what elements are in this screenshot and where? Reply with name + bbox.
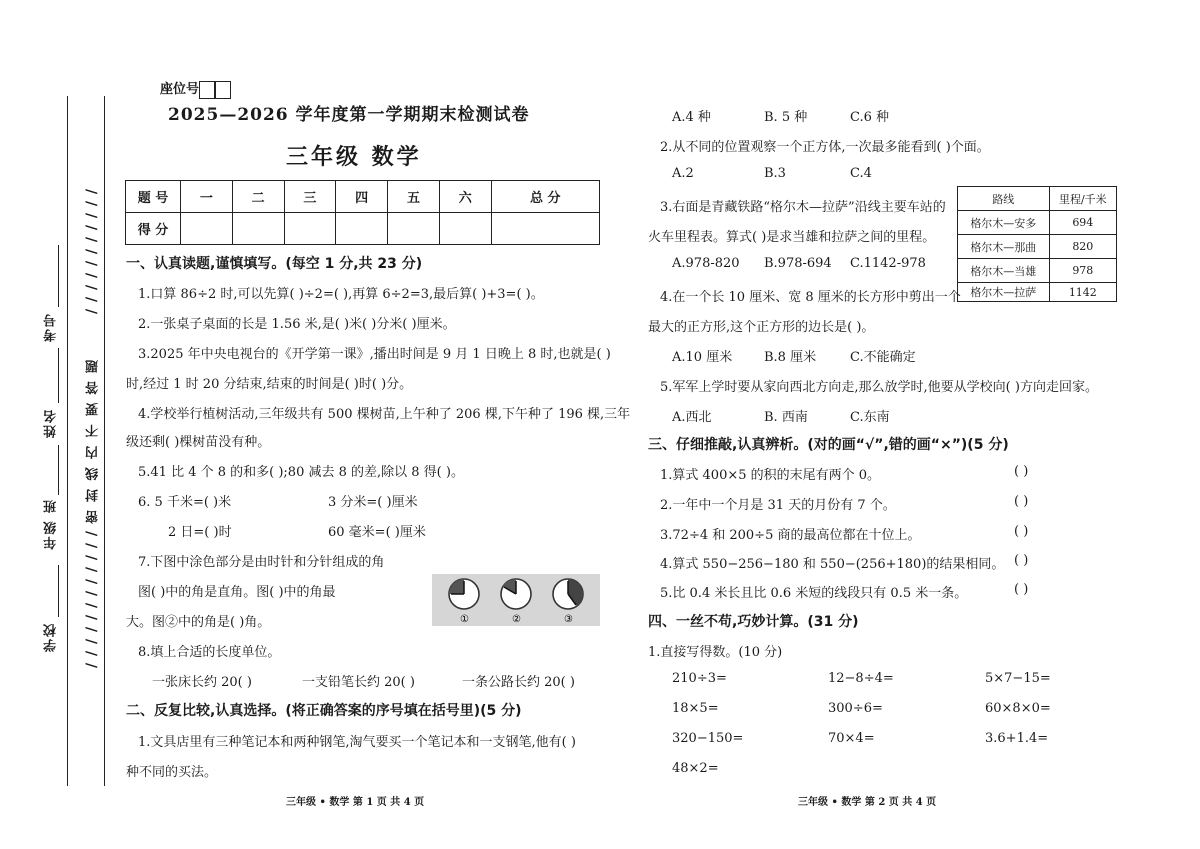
s2-q4-line1: 4.在一个长 10 厘米、宽 8 厘米的长方形中剪出一个 xyxy=(660,290,961,305)
score-header-cell: 五 xyxy=(388,181,440,213)
s2-q1-opt-b: B. 5 种 xyxy=(764,110,808,125)
clock-figure xyxy=(432,574,600,626)
s3-answer-paren-2[interactable]: ( ) xyxy=(1014,494,1029,509)
s2-q4-line2: 最大的正方形,这个正方形的边长是( )。 xyxy=(648,320,875,335)
s2-q3-line1: 3.右面是青藏铁路“格尔木—拉萨”沿线主要车站的 xyxy=(660,200,946,215)
score-cell[interactable] xyxy=(181,213,233,245)
calc-item: 18×5= xyxy=(672,701,719,716)
s1-q6-a: 6. 5 千米=( )米 xyxy=(138,495,232,510)
score-table-header-row xyxy=(126,181,600,213)
section3-title: 三、仔细推敲,认真辨析。(对的画“√”,错的画“×”)(5 分) xyxy=(648,437,1009,453)
number-label: 考号 xyxy=(44,312,59,342)
table-row xyxy=(958,283,1117,302)
calc-item: 70×4= xyxy=(828,731,875,746)
s3-answer-paren-5[interactable]: ( ) xyxy=(1014,582,1029,597)
railway-mileage-table xyxy=(957,186,1117,302)
seat-box-1[interactable] xyxy=(199,81,215,99)
score-header-cell: 六 xyxy=(439,181,491,213)
table-row xyxy=(958,211,1117,235)
score-header-cell: 二 xyxy=(232,181,284,213)
s2-q1-line2: 种不同的买法。 xyxy=(126,765,218,780)
table-row xyxy=(958,235,1117,259)
s1-q3-line2: 时,经过 1 时 20 分结束,结束的时间是( )时( )分。 xyxy=(126,377,413,392)
s1-q8-c: 一条公路长约 20( ) xyxy=(462,675,575,690)
s3-item-2: 2.一年中一个月是 31 天的月份有 7 个。 xyxy=(660,498,896,513)
school-label: 学校 xyxy=(44,622,59,652)
s1-q8: 8.填上合适的长度单位。 xyxy=(138,645,281,660)
number-underline xyxy=(58,245,59,307)
rail-header-row xyxy=(958,187,1117,211)
rail-mileage-cell: 694 xyxy=(1049,211,1116,235)
s1-q3-line1: 3.2025 年中央电视台的《开学第一课》,播出时间是 9 月 1 日晚上 8 时,也就是( ) xyxy=(138,347,611,362)
s3-answer-paren-3[interactable]: ( ) xyxy=(1014,524,1029,539)
table-row xyxy=(958,259,1117,283)
binding-slashes-top: / / / / / / / / / / / xyxy=(84,188,100,314)
s1-q5: 5.41 比 4 个 8 的和多( );80 减去 8 的差,除以 8 得( )。 xyxy=(138,465,464,480)
calc-item: 12−8÷4= xyxy=(828,671,894,686)
s2-q3-opt-c: C.1142-978 xyxy=(850,256,926,271)
score-cell[interactable] xyxy=(491,213,599,245)
clock-label-1: ① xyxy=(460,614,469,625)
binding-line-outer xyxy=(67,96,68,786)
rail-route-cell: 格尔木—那曲 xyxy=(958,235,1050,259)
clock-3 xyxy=(553,579,583,609)
s3-item-5: 5.比 0.4 米长且比 0.6 米短的线段只有 0.5 米一条。 xyxy=(660,586,968,601)
score-cell[interactable] xyxy=(439,213,491,245)
s3-item-1: 1.算式 400×5 的积的末尾有两个 0。 xyxy=(660,468,881,483)
footer-right: 三年级 • 数学 第 2 页 共 4 页 xyxy=(798,797,937,808)
s1-q7-line2: 图( )中的角是直角。图( )中的角最 xyxy=(138,585,336,600)
s2-q2-opt-c: C.4 xyxy=(850,166,872,181)
s1-q7-line3: 大。图②中的角是( )角。 xyxy=(126,615,271,630)
clock-label-3: ③ xyxy=(564,614,573,625)
s3-item-3: 3.72÷4 和 200÷5 商的最高位都在十位上。 xyxy=(660,528,921,543)
score-header-cell: 三 xyxy=(284,181,336,213)
s2-q5-opt-b: B. 西南 xyxy=(764,410,808,425)
s1-q6-d: 60 毫米=( )厘米 xyxy=(328,525,426,540)
score-header-cell: 总 分 xyxy=(491,181,599,213)
s2-q4-opt-a: A.10 厘米 xyxy=(672,350,733,365)
seat-label: 座位号 xyxy=(160,82,200,97)
name-label: 姓名 xyxy=(44,408,59,438)
calc-item: 5×7−15= xyxy=(985,671,1051,686)
score-table-score-row xyxy=(126,213,600,245)
binding-slashes-bottom: / / / / / / / / / / / / xyxy=(84,530,100,668)
section2-title: 二、反复比较,认真选择。(将正确答案的序号填在括号里)(5 分) xyxy=(126,703,522,719)
s2-q1-line1: 1.文具店里有三种笔记本和两种钢笔,淘气要买一个笔记本和一支钢笔,他有( ) xyxy=(138,735,576,750)
s4-sub1: 1.直接写得数。(10 分) xyxy=(648,645,783,660)
s3-answer-paren-1[interactable]: ( ) xyxy=(1014,464,1029,479)
score-cell[interactable] xyxy=(232,213,284,245)
s1-q4-line1: 4.学校举行植树活动,三年级共有 500 棵树苗,上午种了 206 棵,下午种了 196 棵,三年 xyxy=(138,407,631,422)
s2-q4-opt-c: C.不能确定 xyxy=(850,350,916,365)
calc-item: 300÷6= xyxy=(828,701,883,716)
grade-underline xyxy=(58,445,59,495)
s2-q5-opt-a: A.西北 xyxy=(672,410,712,425)
exam-title: 2025—2026 学年度第一学期期末检测试卷 xyxy=(168,105,530,125)
school-underline xyxy=(58,565,59,617)
score-cell[interactable] xyxy=(388,213,440,245)
clock-2 xyxy=(501,579,531,609)
calc-item: 48×2= xyxy=(672,761,719,776)
rail-mileage-cell: 1142 xyxy=(1049,283,1116,302)
section1-title: 一、认真读题,谨慎填写。(每空 1 分,共 23 分) xyxy=(126,256,423,272)
s1-q7-line1: 7.下图中涂色部分是由时针和分针组成的角 xyxy=(138,555,385,570)
calc-item: 3.6+1.4= xyxy=(985,731,1049,746)
calc-item: 320−150= xyxy=(672,731,744,746)
s1-q8-b: 一支铅笔长约 20( ) xyxy=(302,675,415,690)
s2-q1-opt-a: A.4 种 xyxy=(672,110,711,125)
rail-mileage-cell: 820 xyxy=(1049,235,1116,259)
s1-q6-b: 3 分米=( )厘米 xyxy=(328,495,418,510)
score-cell[interactable] xyxy=(336,213,388,245)
subject-title: 三年级 数学 xyxy=(286,145,422,170)
binding-notice: 密 封 线 内 不 要 答 题 xyxy=(86,358,101,524)
score-table xyxy=(125,180,600,245)
clock-label-2: ② xyxy=(512,614,521,625)
s1-q2: 2.一张桌子桌面的长是 1.56 米,是( )米( )分米( )厘米。 xyxy=(138,317,456,332)
calc-item: 210÷3= xyxy=(672,671,727,686)
s2-q2-opt-b: B.3 xyxy=(764,166,786,181)
s2-q4-opt-b: B.8 厘米 xyxy=(764,350,817,365)
score-cell[interactable] xyxy=(284,213,336,245)
s2-q3-line2: 火车里程表。算式( )是求当雄和拉萨之间的里程。 xyxy=(648,230,936,245)
rail-route-cell: 格尔木—拉萨 xyxy=(958,283,1050,302)
s3-answer-paren-4[interactable]: ( ) xyxy=(1014,553,1029,568)
rail-route-cell: 格尔木—当雄 xyxy=(958,259,1050,283)
seat-box-2[interactable] xyxy=(215,81,231,99)
s1-q4-line2: 级还剩( )棵树苗没有种。 xyxy=(126,435,271,450)
s2-q5-opt-c: C.东南 xyxy=(850,410,890,425)
s2-q3-opt-b: B.978-694 xyxy=(764,256,832,271)
s1-q8-a: 一张床长约 20( ) xyxy=(152,675,252,690)
grade-class-label: 年级 班 xyxy=(44,498,59,550)
score-header-cell: 题 号 xyxy=(126,181,181,213)
binding-line-inner xyxy=(104,96,105,786)
footer-left: 三年级 • 数学 第 1 页 共 4 页 xyxy=(286,797,425,808)
s1-q6-c: 2 日=( )时 xyxy=(168,525,232,540)
rail-header-route: 路线 xyxy=(958,187,1050,211)
clock-diagram xyxy=(432,574,600,626)
seat-number xyxy=(160,78,231,99)
rail-mileage-cell: 978 xyxy=(1049,259,1116,283)
s2-q2-opt-a: A.2 xyxy=(672,166,694,181)
score-header-cell: 一 xyxy=(181,181,233,213)
rail-header-mileage: 里程/千米 xyxy=(1049,187,1116,211)
calc-item: 60×8×0= xyxy=(985,701,1051,716)
s2-q3-opt-a: A.978-820 xyxy=(672,256,740,271)
score-header-cell: 四 xyxy=(336,181,388,213)
s2-q2: 2.从不同的位置观察一个正方体,一次最多能看到( )个面。 xyxy=(660,140,990,155)
clock-1 xyxy=(449,579,479,609)
section4-title: 四、一丝不苟,巧妙计算。(31 分) xyxy=(648,614,859,630)
s2-q1-opt-c: C.6 种 xyxy=(850,110,890,125)
s1-q1: 1.口算 86÷2 时,可以先算( )÷2=( ),再算 6÷2=3,最后算( )+3=( )。 xyxy=(138,287,544,302)
name-underline xyxy=(58,348,59,403)
s2-q5: 5.军军上学时要从家向西北方向走,那么放学时,他要从学校向( )方向走回家。 xyxy=(660,380,1098,395)
s3-item-4: 4.算式 550−256−180 和 550−(256+180)的结果相同。 xyxy=(660,557,1005,572)
score-row-label: 得 分 xyxy=(126,213,181,245)
rail-route-cell: 格尔木—安多 xyxy=(958,211,1050,235)
